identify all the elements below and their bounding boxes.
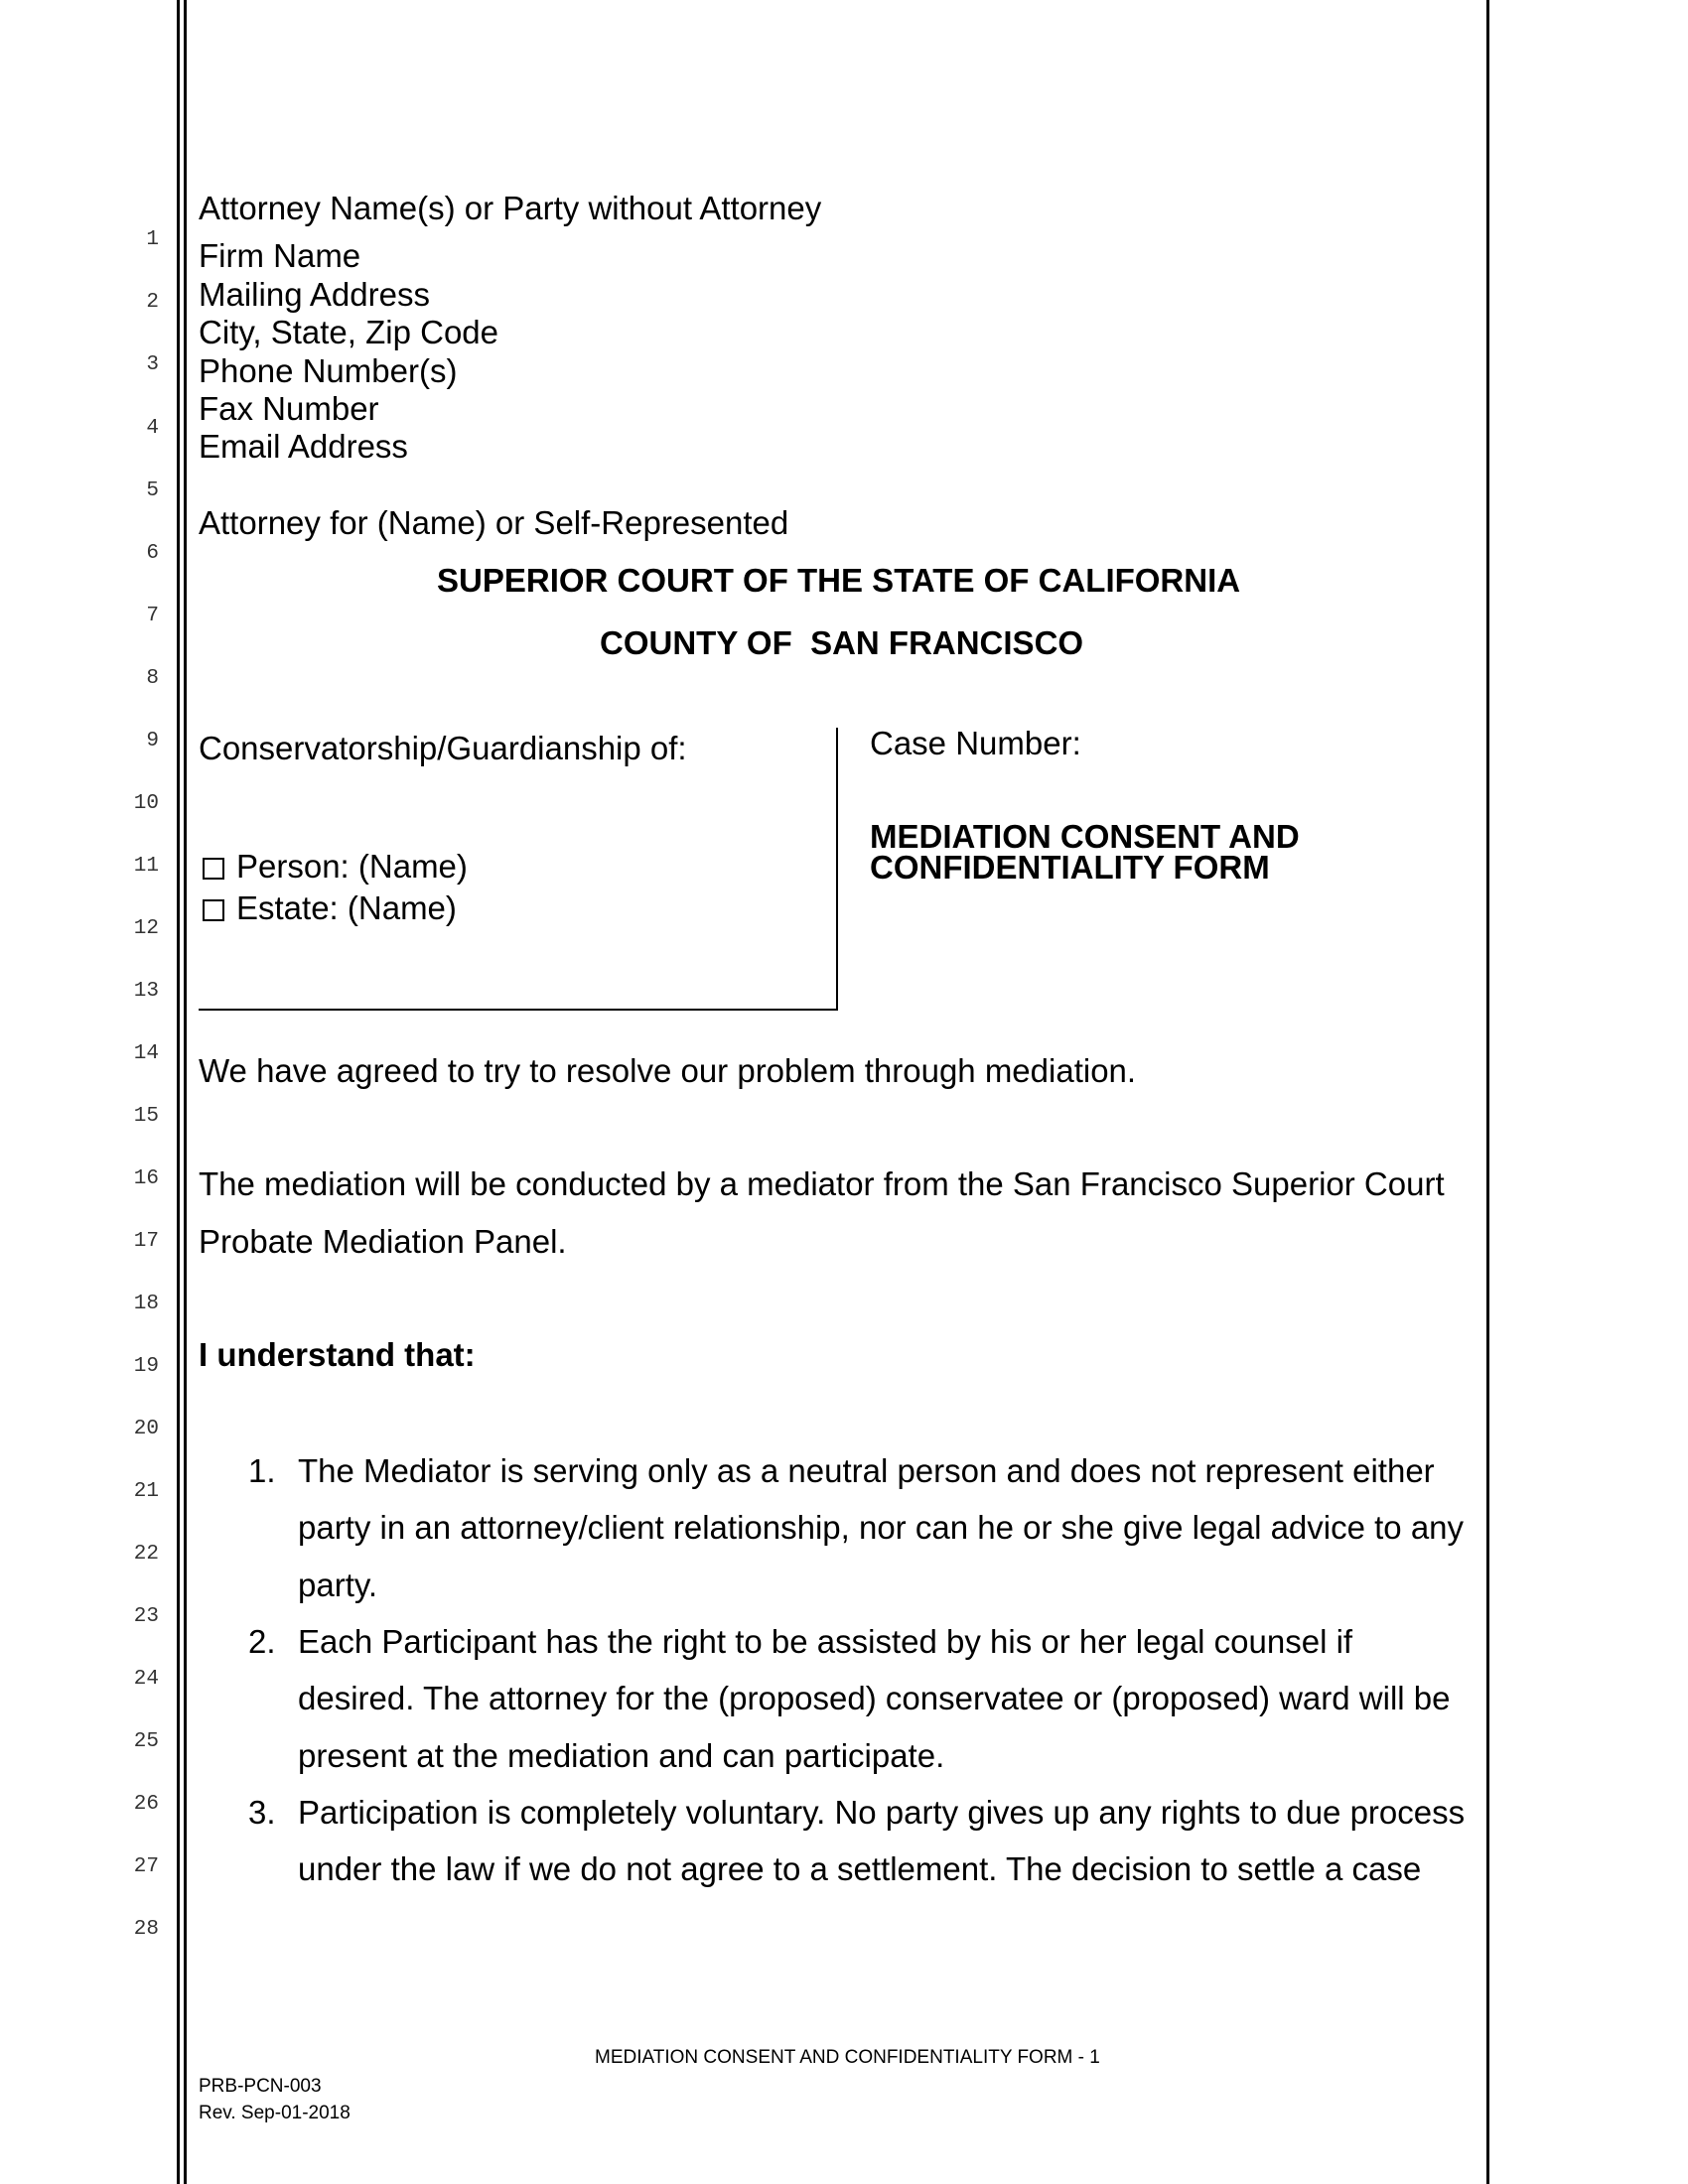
list-item-2-line: present at the mediation and can participate. (298, 1737, 945, 1774)
court-name: SUPERIOR COURT OF THE STATE OF CALIFORNIA (437, 562, 1241, 599)
line-number: 24 (133, 1668, 159, 1691)
list-number-2: 2. (248, 1623, 276, 1660)
caption-divider-vertical (836, 728, 838, 1011)
matter-label: Conservatorship/Guardianship of: (199, 730, 687, 766)
line-number: 27 (133, 1855, 159, 1878)
mailing-address: Mailing Address (199, 276, 430, 313)
line-number: 15 (133, 1105, 159, 1128)
line-number: 9 (146, 730, 159, 752)
line-number: 10 (133, 792, 159, 815)
revision-date: Rev. Sep-01-2018 (199, 2103, 351, 2123)
line-number: 2 (146, 291, 159, 314)
line-number: 16 (133, 1167, 159, 1190)
list-number-3: 3. (248, 1794, 276, 1831)
list-item-1-line: party in an attorney/client relationship, nor can he or she give legal advice to any (298, 1509, 1465, 1546)
mediator-paragraph-line-1: The mediation will be conducted by a mediator from the San Francisco Superior Court (199, 1165, 1445, 1202)
form-code: PRB-PCN-003 (199, 2076, 322, 2097)
line-number: 17 (133, 1230, 159, 1253)
line-number: 22 (133, 1543, 159, 1566)
line-number: 26 (133, 1793, 159, 1816)
firm-name: Firm Name (199, 237, 361, 274)
phone-numbers: Phone Number(s) (199, 352, 458, 389)
list-item-3-line: Participation is completely voluntary. No party gives up any rights to due process (298, 1794, 1466, 1831)
line-number: 18 (133, 1293, 159, 1315)
list-number-1: 1. (248, 1452, 276, 1489)
line-number: 21 (133, 1480, 159, 1503)
line-number: 23 (133, 1605, 159, 1628)
understand-heading: I understand that: (199, 1336, 476, 1373)
court-county: COUNTY OF SAN FRANCISCO (600, 624, 1084, 661)
line-number: 12 (133, 917, 159, 940)
case-number-label: Case Number: (870, 725, 1081, 761)
attorney-name: Attorney Name(s) or Party without Attorney (199, 190, 822, 226)
list-item-1-line: The Mediator is serving only as a neutral person and does not represent either (298, 1452, 1435, 1489)
mediator-paragraph-line-2: Probate Mediation Panel. (199, 1223, 567, 1260)
agreement-paragraph: We have agreed to try to resolve our problem through mediation. (199, 1052, 1137, 1089)
caption-divider-horizontal (199, 1009, 838, 1011)
line-number: 1 (146, 228, 159, 251)
email-address: Email Address (199, 428, 408, 465)
left-margin-rule-inner (184, 0, 187, 2184)
estate-label: Estate: (Name) (236, 889, 457, 926)
line-number: 7 (146, 605, 159, 627)
line-number: 14 (133, 1042, 159, 1065)
list-item-2-line: desired. The attorney for the (proposed) conservatee or (proposed) ward will be (298, 1680, 1451, 1716)
form-title-line-1: MEDIATION CONSENT AND (870, 818, 1300, 855)
footer-title: MEDIATION CONSENT AND CONFIDENTIALITY FORM - 1 (595, 2047, 1100, 2068)
line-number: 28 (133, 1918, 159, 1941)
person-option (203, 850, 468, 883)
right-margin-rule (1486, 0, 1489, 2184)
list-item-1-line: party. (298, 1567, 378, 1603)
line-number: 13 (133, 980, 159, 1003)
line-number: 5 (146, 479, 159, 502)
left-margin-rule-outer (177, 0, 180, 2184)
form-title-line-2: CONFIDENTIALITY FORM (870, 849, 1270, 886)
line-number: 20 (133, 1418, 159, 1440)
line-number: 25 (133, 1730, 159, 1753)
person-checkbox[interactable] (203, 858, 224, 880)
estate-option (203, 891, 457, 924)
person-label: Person: (Name) (236, 848, 468, 885)
attorney-for: Attorney for (Name) or Self-Represented (199, 504, 789, 541)
line-number: 8 (146, 667, 159, 690)
city-state-zip: City, State, Zip Code (199, 314, 499, 350)
line-number: 6 (146, 542, 159, 565)
line-number: 3 (146, 353, 159, 376)
line-number: 4 (146, 417, 159, 440)
list-item-3-line: under the law if we do not agree to a settlement. The decision to settle a case (298, 1850, 1422, 1887)
line-number: 19 (133, 1355, 159, 1378)
estate-checkbox[interactable] (203, 899, 224, 921)
line-number: 11 (133, 855, 159, 878)
list-item-2-line: Each Participant has the right to be assisted by his or her legal counsel if (298, 1623, 1353, 1660)
fax-number: Fax Number (199, 390, 379, 427)
